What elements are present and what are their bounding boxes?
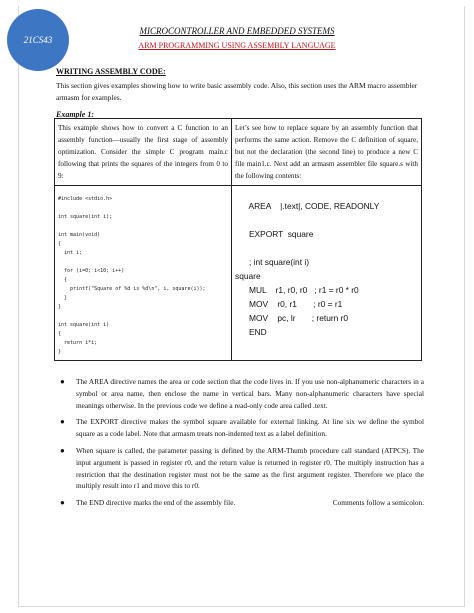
right-description-cell xyxy=(232,119,422,186)
example-code-row xyxy=(55,186,422,361)
bullet-icon: ● xyxy=(60,417,65,427)
course-code-badge: 21CS43 xyxy=(7,9,69,71)
example-description-row xyxy=(55,119,422,186)
c-code-listing: #include <stdio.h> int square(int i); int main(void) { int i; for (i=0; i<10; i++) { printf("Square of %d is %d\n", i, square(i)); } } int square(int i) { return i*i; } xyxy=(58,196,206,355)
bullet-text: The AREA directive names the area or code section that the code lives in. If you use non-alphanumeric characters in a symbol or area name, then enclose the name in vertical bars. Many non-alphanumeric characters have special meanings otherwise. In the previous code we define a read-only code area called .text. xyxy=(76,377,424,410)
list-item xyxy=(56,416,424,440)
page-subtitle: ARM PROGRAMMING USING ASSEMBLY LANGUAGE xyxy=(138,41,336,50)
bullet-text: The END directive marks the end of the assembly file. xyxy=(76,498,236,508)
asm-code-listing: AREA |.text|, CODE, READONLY EXPORT square ; int square(int i) square MUL r1, r0, r0 ; r1 = r0 * r0 MOV r0, r1 ; r0 = r1 MOV pc, lr ; return r0 END xyxy=(235,201,380,337)
bullet-text: The EXPORT directive makes the symbol square available for external linking. At line six we define the symbol square as a code label. Note that armasm treats non-indented text as a label definition. xyxy=(76,417,424,439)
asm-code-cell xyxy=(232,186,422,361)
bullet-icon: ● xyxy=(60,498,65,508)
left-description-cell xyxy=(55,119,232,186)
list-item xyxy=(56,445,424,492)
section-heading: WRITING ASSEMBLY CODE: xyxy=(56,67,166,76)
bullet-icon: ● xyxy=(60,377,65,386)
directive-notes-list xyxy=(56,376,424,514)
bullet-icon: ● xyxy=(60,445,65,455)
list-item xyxy=(56,376,424,411)
bullet-text: When square is called, the parameter passing is defined by the ARM-Thumb procedure call standard (ATPCS). The input argument is passed in register r0, and the return value is returned in register r0. The multiply instruction has a restriction that the destination register must not be the same as the first argument register. Therefore we place the multiply result into r1 and move this to r0. xyxy=(76,445,424,491)
list-item xyxy=(56,497,424,509)
right-description: Let’s see how to replace square by an assembly function that performs the same action. Remove the C definition of square, but not the declaration (the second line) to produce a new C file main1.c. Next add an armasm assembler file square.s with the following contents: xyxy=(235,124,418,180)
bullet-text-right: Comments follow a semicolon. xyxy=(332,498,424,508)
last-bullet-line xyxy=(76,497,424,509)
section-intro: This section gives examples showing how to write basic assembly code. Also, this section uses the ARM macro assembler armasm for examples. xyxy=(56,81,418,102)
page-header-title: MICROCONTROLLER AND EMBEDDED SYSTEMS xyxy=(139,26,335,36)
example-heading: Example 1: xyxy=(56,110,94,119)
example-table xyxy=(54,118,422,361)
left-description: This example shows how to convert a C function to an assembly function—usually the first stage of assembly optimization. Consider the simple C program main.c following that prints the squares of the integers from 0 to 9: xyxy=(58,124,228,180)
c-code-cell xyxy=(55,186,232,361)
